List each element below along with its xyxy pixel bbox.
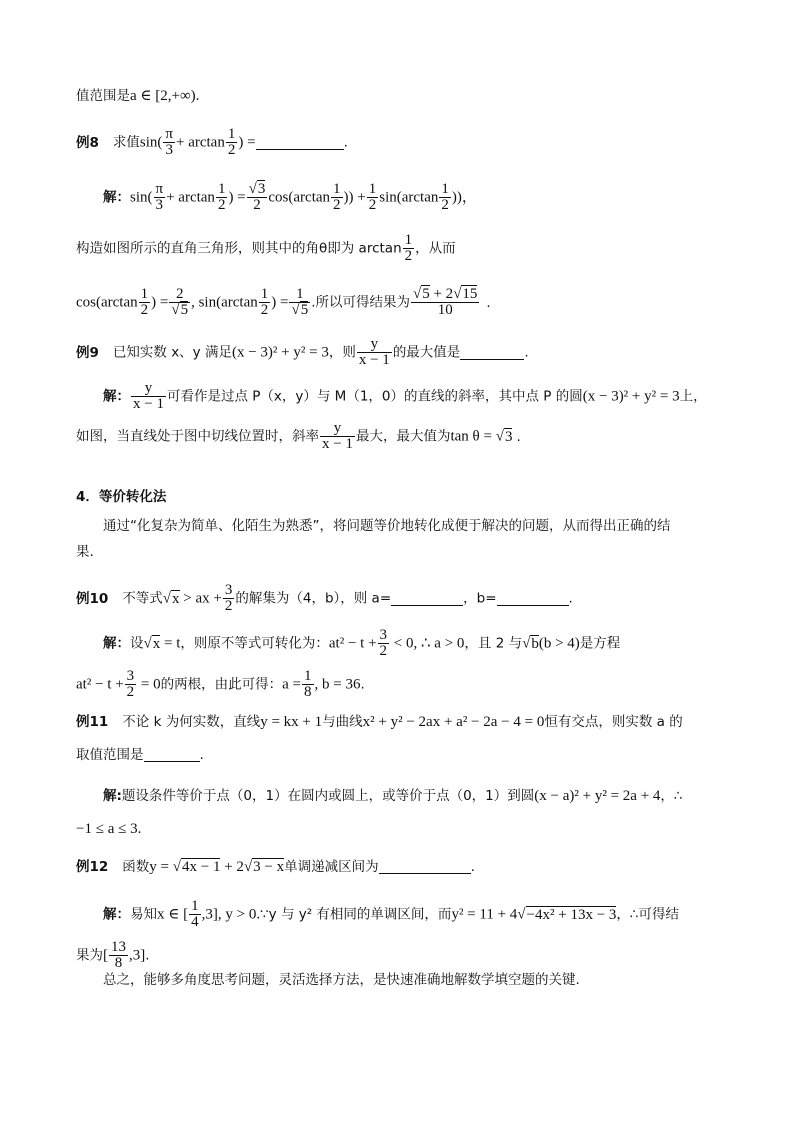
solution-text: 最大，最大值为 [355,428,451,445]
example-8-construct [76,233,724,264]
answer-blank-a[interactable] [391,589,463,606]
math-expr: √x > ax + [162,590,222,607]
question-text: 的解集为（4，b），则 a= [235,590,392,607]
solution-text: ，∴可得结 [616,906,680,923]
fraction: $\frac{y}{x - 1}$ [133,380,164,412]
fraction: $\frac{3}{2}$ [379,627,388,659]
construct-text: 构造如图所示的直角三角形，则其中的角θ即为 arctan [76,240,402,257]
solution-text: 可看作是过点 P（x，y）与 M（1，0）的直线的斜率，其中点 P 的圆 [166,388,583,405]
range-line [76,86,724,106]
solution-label: 解: [103,788,122,804]
solution-text: 如图，当直线处于图中切线位置时，斜率 [76,428,319,445]
solution-text: 易知 [130,906,157,923]
fraction: $\frac{\pi}{3}$ [155,181,164,213]
solution-text: ，则原不等式可转化为： [180,635,329,652]
example-10-line2 [76,669,724,700]
example-12-solution [103,899,724,930]
math-expr: ))， [451,189,477,206]
period: . [360,676,365,693]
solution-text: 设 [130,635,144,652]
math-expr: sin(arctan [379,189,439,206]
question-text: 函数 [122,859,150,875]
fraction: $\frac{√3}{2}$ [248,181,266,213]
answer-blank[interactable] [379,857,471,874]
solution-label: 解： [103,388,130,405]
math-expr: + arctan [175,134,225,151]
construct-end: ，从而 [415,240,456,257]
question-text: 取值范围是 [76,747,144,763]
math-expr: + arctan [166,189,215,206]
math-expr: y² = 11 + 4√−4x² + 13x − 3 [451,906,617,923]
math-expr: cos(arctan [268,189,331,206]
example-11-line2 [76,745,724,765]
fraction: $\frac{1}{2}$ [260,286,269,318]
math-expr: (x − 3)² + y² = 3 [582,388,680,405]
math-expr: at² − t + [328,635,377,652]
math-expr: sin( [139,134,163,151]
example-11-solution [103,786,724,806]
math-expr: y = √4x − 1 + 2√3 − x [149,859,285,875]
fraction: $\frac{1}{2}$ [140,286,149,318]
fraction: $\frac{y}{x - 1}$ [322,420,353,452]
math-expr: y = kx + 1 [260,714,323,730]
example-12 [76,857,724,877]
question-text: 不论 k 为何实数，直线 [122,714,261,730]
example-9-solution [103,381,724,412]
fraction: $\frac{\pi}{3}$ [165,126,173,158]
result-text: .所以可得结果为 [311,294,410,311]
period: . [145,947,150,964]
math-expr: cos(arctan [76,294,138,311]
example-label: 例12 [76,859,109,875]
answer-blank-b[interactable] [497,589,569,606]
question-text: 与曲线 [322,714,363,730]
math-expr: , b = 36 [314,676,361,693]
question-text: 的最大值是 [392,344,461,361]
math-expr: at² − t + [76,676,124,693]
question-text: ，则 [328,344,356,361]
solution-label: 解： [103,189,130,206]
question-text: 单调递减区间为 [284,859,379,875]
math-expr: , sin(arctan [191,294,258,311]
section-paragraph: 通过“化复杂为简单、化陌生为熟悉”，将问题等价地转化成便于解决的问题，从而得出正确的结 [103,518,671,534]
period: . [199,747,204,763]
math-expr: tan θ = √3 [450,428,513,445]
math-expr: x² + y² − 2ax + a² − 2a − 4 = 0 [362,714,545,730]
solution-label: 解： [103,906,130,923]
math-expr: ,3], y > 0. [201,906,261,923]
solution-text: 题设条件等价于点（0，1）在圆内或圆上，或等价于点（0，1）到圆 [121,788,535,804]
fraction: $\frac{1}{2}$ [404,232,413,264]
fraction: $\frac{1}{4}$ [191,898,199,930]
fraction: $\frac{1}{2}$ [217,181,226,213]
math-expr: x ∈ [ [157,906,189,923]
math-expr: )) + [343,189,366,206]
fraction: $\frac{1}{8}$ [304,668,312,700]
summary-text: 总之，能够多角度思考问题，灵活选择方法，是快速准确地解数学填空题的关键. [103,972,580,988]
question-text: 求值 [112,134,140,151]
period: . [343,134,348,151]
solution-label: 解： [103,635,130,652]
math-expr: = 0 [137,676,161,693]
answer-blank[interactable] [256,133,344,150]
fraction: $\frac{1}{2}$ [227,126,236,158]
example-label: 例9 [76,344,99,361]
example-9 [76,337,724,368]
question-text: ，b= [463,590,497,607]
solution-range: −1 ≤ a ≤ 3. [76,821,142,837]
example-11 [76,712,724,732]
answer-blank[interactable] [144,745,200,762]
fraction: $\frac{3}{2}$ [224,582,233,614]
period: . [516,428,521,445]
math-expr: ,3] [129,947,146,964]
example-label: 例10 [76,590,109,607]
math-expr: [ [103,947,108,964]
range-math: a ∈ [2,+∞). [130,88,200,104]
result-fraction: $\frac{√5 + 2√15}{10}$ [412,286,478,318]
period: . [470,859,475,875]
math-expr: √b(b > 4) [522,635,580,652]
answer-blank[interactable] [460,343,524,360]
example-12-line2 [76,940,724,971]
period: . [568,590,573,607]
section-title: 4．等价转化法 [76,489,167,505]
fraction: $\frac{1}{2}$ [441,181,449,213]
example-8-solution [103,182,724,213]
math-expr: sin( [130,189,153,206]
section-paragraph-cont: 果. [76,544,94,560]
fraction: $\frac{2}{√5}$ [171,286,189,318]
solution-text: 上， [679,388,707,405]
example-label: 例11 [76,714,109,730]
math-expr: < 0, ∴ a > 0 [390,635,465,652]
fraction: $\frac{1}{2}$ [368,181,377,213]
question-text: 已知实数 x、y 满足 [112,344,232,361]
example-8-result [76,287,724,318]
fraction: $\frac{1}{2}$ [333,181,341,213]
example-10 [76,583,724,614]
math-expr: a = [282,676,302,693]
solution-text: 果为 [76,947,103,964]
fraction: $\frac{3}{2}$ [126,668,135,700]
math-expr: ) = [271,294,289,311]
fraction: $\frac{y}{x - 1}$ [358,336,390,368]
period: . [486,294,491,311]
solution-text: ∵y 与 y² 有相同的单调区间，而 [260,906,452,923]
math-expr: (x − 3)² + y² = 3 [231,344,329,361]
math-expr: ) = [238,134,256,151]
solution-text: 的两根，由此可得： [160,676,283,693]
period: . [524,344,529,361]
solution-text: ，且 2 与 [464,635,523,652]
math-expr: (x − a)² + y² = 2a + 4 [534,788,661,804]
range-text: 值范围是 [76,88,130,104]
question-text: 不等式 [122,590,163,607]
solution-text: ，∴ [660,788,683,804]
solution-text: 是方程 [579,635,621,652]
fraction: $\frac{13}{8}$ [111,939,126,971]
math-expr: ) = [228,189,246,206]
fraction: $\frac{1}{√5}$ [291,286,309,318]
question-text: 恒有交点，则实数 a 的 [544,714,683,730]
example-10-solution [103,628,724,659]
math-expr: ) = [151,294,169,311]
example-9-line2 [76,421,724,452]
example-label: 例8 [76,134,99,151]
example-8 [76,127,724,158]
math-expr: √x = t [143,635,181,652]
